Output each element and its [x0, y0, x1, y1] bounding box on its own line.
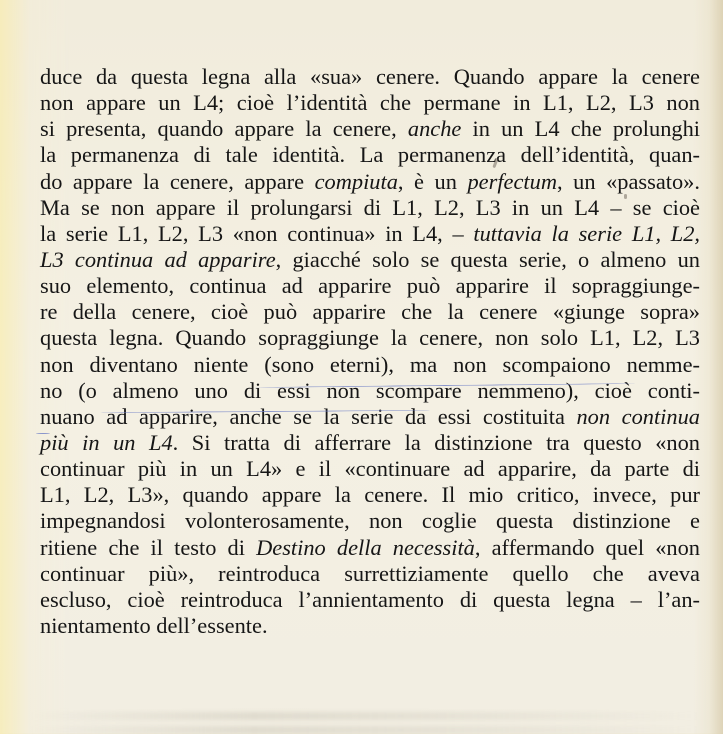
body-text: . Si tratta di afferrare la distinzione tra questo «non [172, 429, 700, 455]
text-line [40, 90, 700, 116]
italic-text: tuttavia la serie L1, L2, [473, 220, 701, 246]
text-line [40, 299, 700, 325]
body-text: escluso, cioè reintroduca l’annientamento di questa legna – l’an- [40, 586, 700, 612]
body-text: do appare la cenere, appare [40, 168, 315, 194]
text-line [40, 482, 700, 508]
italic-text: L3 continua ad apparire [40, 246, 276, 272]
body-text: continuar più in un L4» e il «continuare ad apparire, da parte di [40, 456, 700, 482]
body-text: re della cenere, cioè può apparire che la cenere «giunge sopra» [40, 299, 700, 325]
body-text: , un «passato». [557, 168, 700, 194]
body-text: questa legna. Quando sopraggiunge la cenere, non solo L1, L2, L3 [40, 325, 700, 351]
body-text: L1, L2, L3», quando appare la cenere. Il mio critico, invece, pur [40, 482, 700, 508]
text-line [40, 561, 700, 587]
text-line [40, 352, 700, 378]
body-text: , è un [397, 168, 468, 194]
text-line [40, 142, 700, 168]
text-line [40, 273, 700, 299]
body-text: la serie L1, L2, L3 «non continua» in L4, – [40, 220, 474, 246]
text-line [40, 378, 700, 404]
body-text: si presenta, quando appare la cenere, [40, 116, 408, 142]
italic-text: Destino della necessità [256, 534, 475, 560]
body-text: no (o almeno uno di essi non scompare nemmeno), cioè conti- [40, 377, 700, 403]
text-line [40, 587, 700, 613]
body-text: non diventano niente (sono eterni), ma non scompaiono nemme- [40, 351, 700, 377]
body-text: nientamento dell’essente. [40, 612, 268, 638]
text-line [40, 116, 700, 142]
italic-text: non continua [576, 403, 700, 429]
body-text: ritiene che il testo di [40, 534, 257, 560]
text-line [40, 247, 700, 273]
text-line [40, 430, 700, 456]
bleed-through-line [30, 712, 700, 720]
text-line [40, 535, 700, 561]
body-text: , giacché solo se questa serie, o almeno un [275, 246, 700, 272]
body-text: , affermando quel «non [474, 534, 700, 560]
body-text: nuano ad apparire, anche se la serie da essi costituita [40, 403, 577, 429]
text-line [40, 508, 700, 534]
text-line [40, 169, 700, 195]
body-text: continuar più», reintroduca surrettiziamente quello che aveva [40, 560, 700, 586]
body-text: Ma se non appare il prolungarsi di L1, L2, L3 in un L4 – se cioè [40, 194, 700, 220]
italic-text: anche [407, 116, 462, 142]
body-text: impegnandosi volonterosamente, non coglie questa distinzione e [40, 508, 700, 534]
italic-text: più in un L4 [40, 429, 173, 455]
text-line [40, 456, 700, 482]
body-text: duce da questa legna alla «sua» cenere. Quando appare la cenere [40, 64, 700, 89]
body-text: suo elemento, continua ad apparire può apparire il sopraggiunge- [40, 273, 700, 299]
text-line [40, 404, 700, 430]
body-text: in un L4 che prolunghi [461, 116, 701, 142]
text-line [40, 613, 700, 639]
italic-text: perfectum [467, 168, 557, 194]
italic-text: compiuta [314, 168, 398, 194]
body-text: non appare un L4; cioè l’identità che permane in L1, L2, L3 non [40, 90, 700, 116]
text-line [40, 325, 700, 351]
text-line [40, 221, 700, 247]
text-line [40, 195, 700, 221]
body-text: la permanenza di tale identità. La permanenza dell’identità, quan- [40, 142, 700, 168]
text-line [40, 64, 700, 90]
pencil-mark [624, 194, 627, 199]
book-page-text [40, 64, 700, 639]
